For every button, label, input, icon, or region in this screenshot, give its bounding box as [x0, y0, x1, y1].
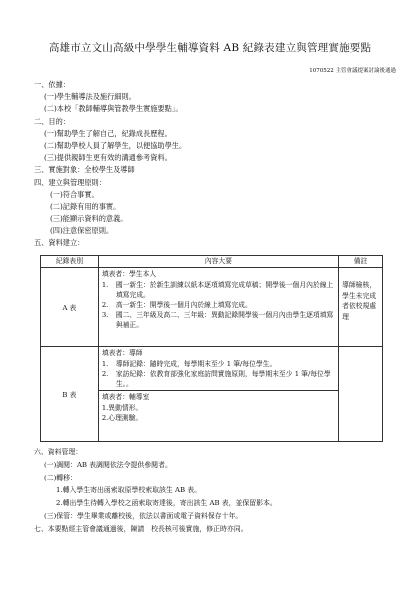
list-item: 1. 導師記錄：隨時完成，每學期末至少 1 筆/每位學生。: [101, 359, 277, 368]
section-line: 六、資料管理：: [34, 448, 83, 456]
a-table-remark: 導師檢核，學生未完成者依校規處理: [339, 268, 383, 347]
section-line: (二)本校「教師輔導與管教學生實施要點」。: [44, 104, 183, 114]
section-line: (一)幫助學生了解自己，紀錄成長歷程。: [44, 128, 172, 138]
section-line: (一)符合事實。: [50, 189, 99, 199]
section-line: (二)幫助學校人員了解學生，以便協助學生。: [44, 140, 187, 150]
document-title: 高雄市立文山高級中學學生輔導資料 AB 紀錄表建立與管理實施要點: [48, 42, 372, 54]
section-line: 三、實施對象：全校學生及導師: [34, 165, 135, 175]
b-filler-teacher: 填表者：導師: [101, 349, 143, 357]
header-record-type: 紀錄表別: [41, 256, 99, 268]
list-item: 2. 家訪紀錄：依教育部強化家庭訪問實施原則，每學期末至少 1 筆/每位學生。。: [101, 369, 331, 388]
sections-part1: [34, 79, 394, 250]
list-item: 1.異動情形。: [101, 403, 143, 412]
section-line: 二、目的：: [34, 116, 70, 126]
list-item: 2.心理測驗。: [101, 414, 143, 423]
section-line: (三)保管：學生畢業或離校後，依法以書面或電子資料保存十年。: [44, 511, 243, 520]
table-header-row: [41, 256, 383, 268]
section-line: (一)調閱：AB 表調閱依法令提供參閱者。: [44, 460, 172, 469]
a-filler: 填表者：學生本人: [101, 270, 157, 278]
a-table-content: [98, 268, 338, 347]
section-line: 1.轉入學生寄出函索取原學校索取該生 AB 表。: [56, 486, 202, 495]
section-line: 一、依據：: [34, 80, 70, 89]
section-line: (三)能顯示資料的意義。: [50, 214, 128, 224]
b-table-label: B 表: [41, 347, 99, 442]
section-line: 四、建立與管理原則：: [34, 177, 106, 187]
sections-part2: [34, 446, 404, 536]
section-line: (三)提供親師生更有效的溝通參考資料。: [44, 153, 172, 163]
table-row-a: [41, 268, 383, 347]
section-line: (二)記錄有用的事實。: [50, 201, 121, 211]
b-table-content: [98, 347, 338, 442]
section-line: (二)轉移：: [44, 473, 77, 482]
b-counseling-block: [99, 390, 338, 425]
list-item: 1. 國一新生：於新生訓練以紙本逐項填寫完成草稿；開學後一個月內於線上填寫完成。: [101, 280, 334, 299]
header-remark: 備註: [339, 256, 383, 268]
a-table-label: A 表: [41, 268, 99, 347]
header-content: 內容大要: [98, 256, 338, 268]
b-filler-counseling: 填表者：輔導室: [101, 393, 150, 402]
section-line: (一)學生輔導法及施行細則。: [44, 92, 136, 102]
meeting-note: 1070522 主管會議提案討論後通過: [309, 68, 396, 74]
b-table-remark: [339, 347, 383, 442]
b-teacher-block: [99, 347, 338, 390]
section-line: (四)注意保密原則。: [50, 226, 114, 236]
list-item: 2. 高一新生：開學後一個月內於線上填寫完成。: [101, 300, 252, 309]
section-line: 五、資料建立：: [34, 238, 85, 248]
table-row-b: [41, 347, 383, 442]
section-line: 七、本要點經主管會議通過後，陳請 校長核可後實施，修正時亦同。: [34, 524, 248, 533]
record-table: [40, 255, 383, 442]
section-line: 2.轉出學生待轉入學校之函索取寄達後，寄出該生 AB 表，並保留影本。: [56, 499, 277, 508]
list-item: 3. 國二、三年級及高二、三年級：異動記錄開學後一個月內由學生逐項填寫與補正。: [101, 311, 334, 330]
